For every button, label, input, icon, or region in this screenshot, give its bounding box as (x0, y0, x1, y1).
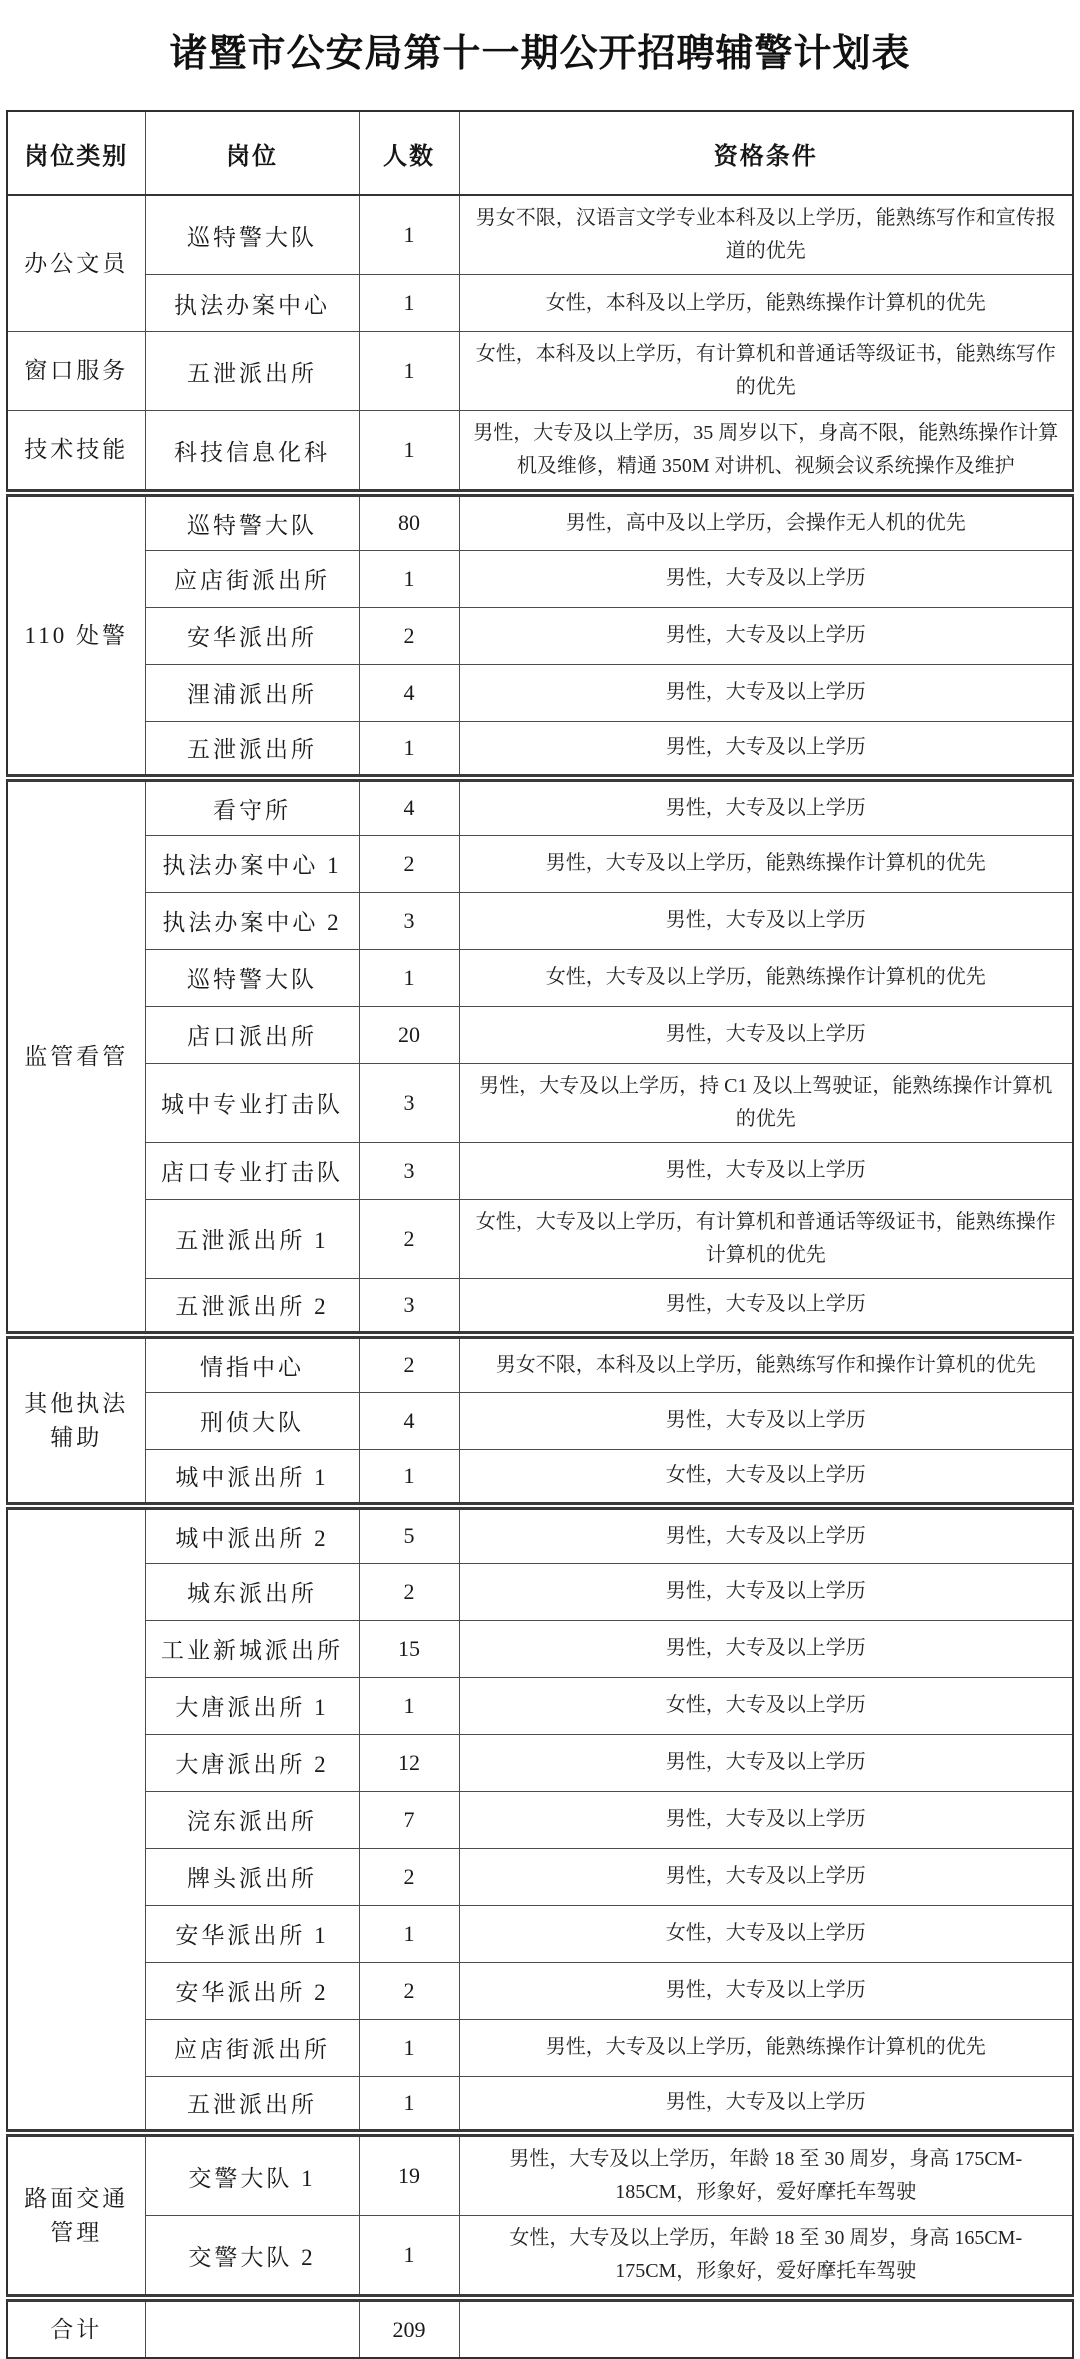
table-row (7, 664, 1073, 721)
count-cell: 2 (359, 1335, 459, 1392)
table-row (7, 1563, 1073, 1620)
table-row (7, 1791, 1073, 1848)
table-row (7, 1142, 1073, 1199)
table-row (7, 1677, 1073, 1734)
count-cell: 1 (359, 2216, 459, 2299)
table-row (7, 1848, 1073, 1905)
position-cell: 巡特警大队 (145, 949, 359, 1006)
position-cell: 应店街派出所 (145, 2019, 359, 2076)
requirement-cell: 男性，大专及以上学历，持 C1 及以上驾驶证，能熟练操作计算机的优先 (459, 1063, 1073, 1142)
requirement-cell: 男性，大专及以上学历 (459, 1392, 1073, 1449)
requirement-cell: 男性，大专及以上学历 (459, 1620, 1073, 1677)
count-cell: 1 (359, 411, 459, 494)
table-row (7, 332, 1073, 411)
header-cell-requirement: 资格条件 (459, 111, 1073, 195)
position-cell: 交警大队 2 (145, 2216, 359, 2299)
position-cell: 巡特警大队 (145, 493, 359, 550)
position-cell: 浣东派出所 (145, 1791, 359, 1848)
requirement-cell: 女性，大专及以上学历 (459, 1677, 1073, 1734)
count-cell: 2 (359, 1199, 459, 1278)
count-cell: 4 (359, 778, 459, 835)
count-cell: 2 (359, 1848, 459, 1905)
count-cell: 1 (359, 1677, 459, 1734)
requirement-cell: 男性，大专及以上学历，35 周岁以下，身高不限，能熟练操作计算机及维修，精通 350M 对讲机、视频会议系统操作及维护 (459, 411, 1073, 494)
position-cell: 执法办案中心 1 (145, 835, 359, 892)
requirement-cell: 男性，大专及以上学历 (459, 1506, 1073, 1563)
requirement-cell: 男性，高中及以上学历，会操作无人机的优先 (459, 493, 1073, 550)
position-cell: 牌头派出所 (145, 1848, 359, 1905)
requirement-cell: 女性，本科及以上学历，有计算机和普通话等级证书，能熟练写作的优先 (459, 332, 1073, 411)
count-cell: 20 (359, 1006, 459, 1063)
table-body (7, 195, 1073, 2358)
position-cell: 交警大队 1 (145, 2133, 359, 2216)
table-row (7, 275, 1073, 332)
count-cell: 2 (359, 607, 459, 664)
category-cell: 110 处警 (7, 493, 145, 778)
count-cell: 1 (359, 275, 459, 332)
position-cell: 五泄派出所 (145, 721, 359, 778)
category-cell: 窗口服务 (7, 332, 145, 411)
count-cell: 1 (359, 195, 459, 275)
requirement-cell: 女性，大专及以上学历，年龄 18 至 30 周岁，身高 165CM-175CM，形象好，爱好摩托车驾驶 (459, 2216, 1073, 2299)
count-cell: 19 (359, 2133, 459, 2216)
count-cell: 1 (359, 332, 459, 411)
count-cell: 15 (359, 1620, 459, 1677)
position-cell: 安华派出所 1 (145, 1905, 359, 1962)
table-row (7, 1006, 1073, 1063)
table-row (7, 411, 1073, 494)
total-count-cell: 209 (359, 2298, 459, 2358)
table-row (7, 2133, 1073, 2216)
requirement-cell: 男性，大专及以上学历 (459, 778, 1073, 835)
table-row (7, 2076, 1073, 2133)
table-row (7, 2019, 1073, 2076)
count-cell: 1 (359, 2076, 459, 2133)
requirement-cell: 男性，大专及以上学历 (459, 1734, 1073, 1791)
header-row (7, 111, 1073, 195)
table-row (7, 835, 1073, 892)
category-cell: 技术技能 (7, 411, 145, 494)
position-cell: 城中派出所 2 (145, 1506, 359, 1563)
count-cell: 1 (359, 550, 459, 607)
position-cell: 浬浦派出所 (145, 664, 359, 721)
position-cell: 城中专业打击队 (145, 1063, 359, 1142)
table-row (7, 2216, 1073, 2299)
position-cell: 刑侦大队 (145, 1392, 359, 1449)
total-requirement-cell (459, 2298, 1073, 2358)
requirement-cell: 男性，大专及以上学历 (459, 892, 1073, 949)
count-cell: 1 (359, 721, 459, 778)
table-row (7, 721, 1073, 778)
header-cell-position: 岗位 (145, 111, 359, 195)
category-cell: 路面交通管理 (7, 2133, 145, 2298)
table-row (7, 1278, 1073, 1335)
position-cell: 工业新城派出所 (145, 1620, 359, 1677)
table-row (7, 1620, 1073, 1677)
requirement-cell: 男性，大专及以上学历 (459, 550, 1073, 607)
count-cell: 3 (359, 1278, 459, 1335)
requirement-cell: 男性，大专及以上学历 (459, 2076, 1073, 2133)
count-cell: 3 (359, 1142, 459, 1199)
table-row (7, 1199, 1073, 1278)
table-row (7, 778, 1073, 835)
requirement-cell: 男性，大专及以上学历 (459, 1962, 1073, 2019)
count-cell: 2 (359, 1563, 459, 1620)
total-position-cell (145, 2298, 359, 2358)
position-cell: 巡特警大队 (145, 195, 359, 275)
count-cell: 4 (359, 1392, 459, 1449)
table-row (7, 1506, 1073, 1563)
requirement-cell: 男性，大专及以上学历 (459, 1791, 1073, 1848)
table-row (7, 1962, 1073, 2019)
position-cell: 科技信息化科 (145, 411, 359, 494)
requirement-cell: 男性，大专及以上学历 (459, 1006, 1073, 1063)
count-cell: 5 (359, 1506, 459, 1563)
count-cell: 12 (359, 1734, 459, 1791)
requirement-cell: 男性，大专及以上学历 (459, 1563, 1073, 1620)
position-cell: 五泄派出所 (145, 332, 359, 411)
table-row (7, 1335, 1073, 1392)
requirement-cell: 男女不限，汉语言文学专业本科及以上学历，能熟练写作和宣传报道的优先 (459, 195, 1073, 275)
table-row (7, 195, 1073, 275)
table-row (7, 1063, 1073, 1142)
count-cell: 1 (359, 949, 459, 1006)
position-cell: 执法办案中心 (145, 275, 359, 332)
table-row (7, 949, 1073, 1006)
table-row (7, 1905, 1073, 1962)
table-row (7, 550, 1073, 607)
count-cell: 2 (359, 1962, 459, 2019)
requirement-cell: 男女不限，本科及以上学历，能熟练写作和操作计算机的优先 (459, 1335, 1073, 1392)
position-cell: 五泄派出所 2 (145, 1278, 359, 1335)
position-cell: 五泄派出所 (145, 2076, 359, 2133)
requirement-cell: 男性，大专及以上学历 (459, 721, 1073, 778)
requirement-cell: 男性，大专及以上学历 (459, 1142, 1073, 1199)
count-cell: 4 (359, 664, 459, 721)
requirement-cell: 男性，大专及以上学历，能熟练操作计算机的优先 (459, 2019, 1073, 2076)
position-cell: 大唐派出所 1 (145, 1677, 359, 1734)
requirement-cell: 男性，大专及以上学历 (459, 1278, 1073, 1335)
position-cell: 大唐派出所 2 (145, 1734, 359, 1791)
category-cell: 办公文员 (7, 195, 145, 332)
requirement-cell: 女性，本科及以上学历，能熟练操作计算机的优先 (459, 275, 1073, 332)
count-cell: 1 (359, 1905, 459, 1962)
header-cell-category: 岗位类别 (7, 111, 145, 195)
header-cell-count: 人数 (359, 111, 459, 195)
category-cell (7, 1506, 145, 2133)
requirement-cell: 男性，大专及以上学历，能熟练操作计算机的优先 (459, 835, 1073, 892)
requirement-cell: 男性，大专及以上学历，年龄 18 至 30 周岁，身高 175CM-185CM，形象好，爱好摩托车驾驶 (459, 2133, 1073, 2216)
position-cell: 安华派出所 2 (145, 1962, 359, 2019)
position-cell: 情指中心 (145, 1335, 359, 1392)
count-cell: 80 (359, 493, 459, 550)
table-row (7, 493, 1073, 550)
table-row (7, 892, 1073, 949)
count-cell: 1 (359, 1449, 459, 1506)
position-cell: 五泄派出所 1 (145, 1199, 359, 1278)
table-row (7, 1392, 1073, 1449)
position-cell: 城中派出所 1 (145, 1449, 359, 1506)
position-cell: 城东派出所 (145, 1563, 359, 1620)
requirement-cell: 男性，大专及以上学历 (459, 607, 1073, 664)
count-cell: 1 (359, 2019, 459, 2076)
count-cell: 7 (359, 1791, 459, 1848)
position-cell: 店口派出所 (145, 1006, 359, 1063)
count-cell: 3 (359, 1063, 459, 1142)
position-cell: 应店街派出所 (145, 550, 359, 607)
position-cell: 看守所 (145, 778, 359, 835)
count-cell: 2 (359, 835, 459, 892)
position-cell: 执法办案中心 2 (145, 892, 359, 949)
count-cell: 3 (359, 892, 459, 949)
category-cell: 监管看管 (7, 778, 145, 1335)
recruitment-table (6, 110, 1074, 2359)
requirement-cell: 男性，大专及以上学历 (459, 664, 1073, 721)
table-row (7, 607, 1073, 664)
requirement-cell: 男性，大专及以上学历 (459, 1848, 1073, 1905)
requirement-cell: 女性，大专及以上学历 (459, 1905, 1073, 1962)
requirement-cell: 女性，大专及以上学历，能熟练操作计算机的优先 (459, 949, 1073, 1006)
position-cell: 安华派出所 (145, 607, 359, 664)
total-row (7, 2298, 1073, 2358)
table-row (7, 1734, 1073, 1791)
total-label-cell: 合计 (7, 2298, 145, 2358)
requirement-cell: 女性，大专及以上学历，有计算机和普通话等级证书，能熟练操作计算机的优先 (459, 1199, 1073, 1278)
requirement-cell: 女性，大专及以上学历 (459, 1449, 1073, 1506)
position-cell: 店口专业打击队 (145, 1142, 359, 1199)
table-row (7, 1449, 1073, 1506)
category-cell: 其他执法辅助 (7, 1335, 145, 1506)
page-title: 诸暨市公安局第十一期公开招聘辅警计划表 (169, 33, 911, 75)
